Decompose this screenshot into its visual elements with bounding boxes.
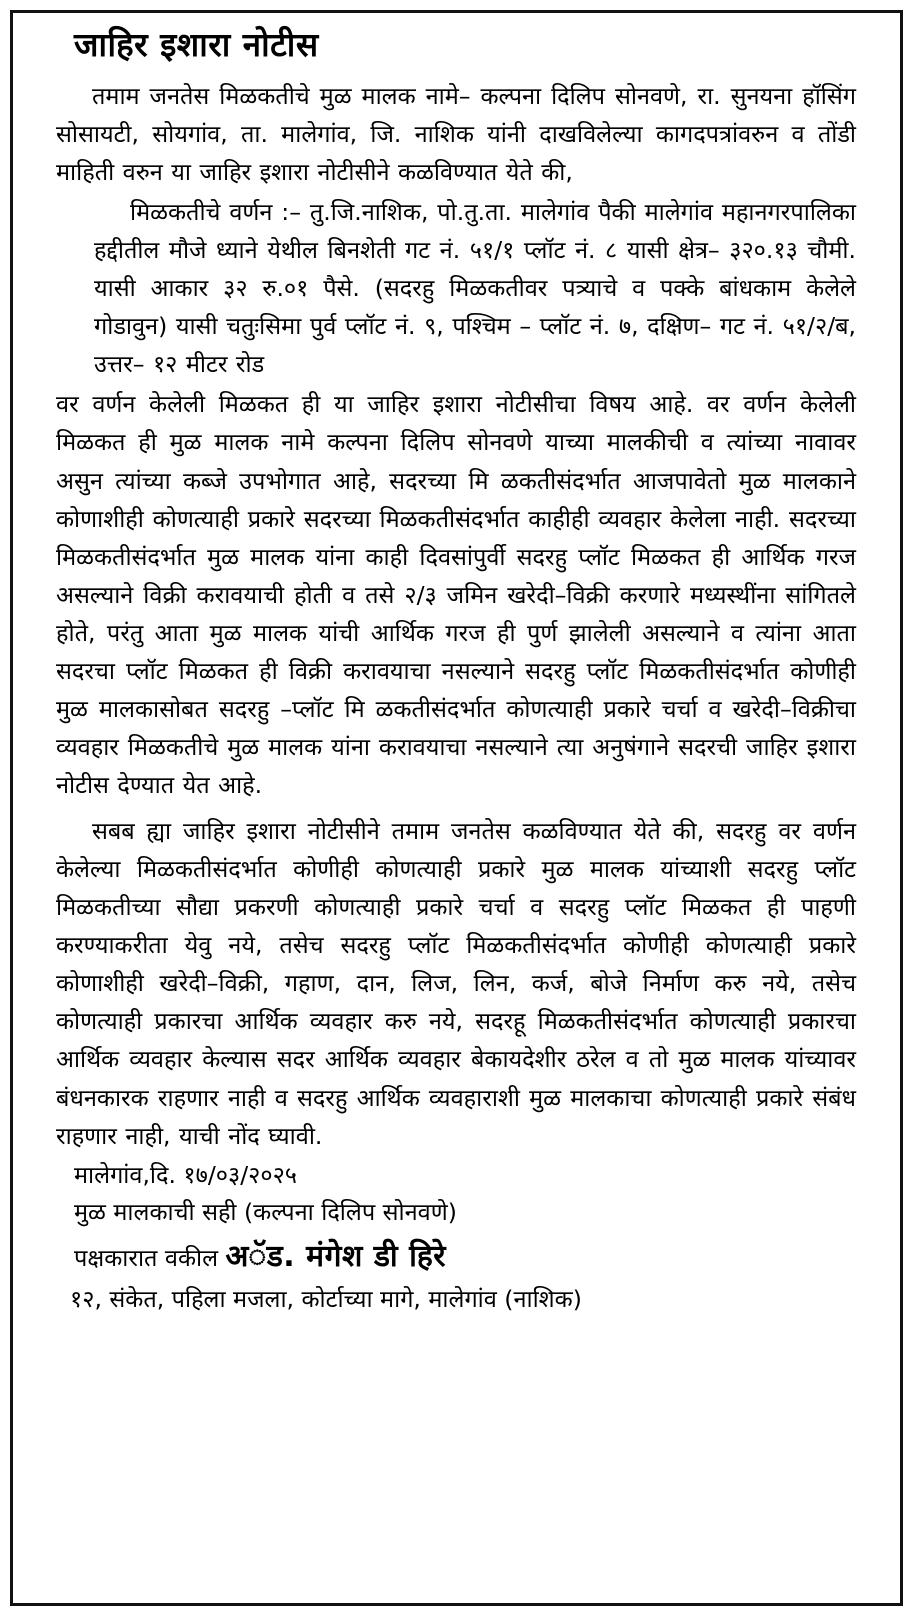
paragraph-warning: सबब ह्या जाहिर इशारा नोटीसीने तमाम जनतेस कळविण्यात येते की, सदरहु वर वर्णन केलेल्या मिळकतीसंदर्भात कोणीही कोणत्याही प्रकारे मुळ मालक यांच्याशी सदरहु प्लॉट मिळकतीच्या सौद्या प्रकरणी कोणत्याही प्रकारे चर्चा व सदरहु प्लॉट मिळकत ही पाहणी करण्याकरीता येवु नये, तसेच सदरहु प्लॉट मिळकतीसंदर्भात कोणीही कोणत्याही प्रकारे कोणाशीही खरेदी–विक्री, गहाण, दान, लिज, लिन, कर्ज, बोजे निर्माण करु नये, तसेच कोणत्याही प्रकारचा आर्थिक व्यवहार करु नये, सदरहू मिळकतीसंदर्भात कोणत्याही प्रकारचा आर्थिक व्यवहार केल्यास सदर आर्थिक व्यवहार बेकायदेशीर ठरेल व तो मुळ मालक यांच्यावर बंधनकारक राहणार नाही व सदरहु आर्थिक व्यवहाराशी मुळ मालकाचा कोणत्याही प्रकारे संबंध राहणार नाही, याची नोंद घ्यावी.	[56, 817, 856, 1150]
paragraph-property-description: मिळकतीचे वर्णन :– तु.जि.नाशिक, पो.तु.ता. मालेगांव पैकी मालेगांव महानगरपालिका हद्दीतील मौजे ध्याने येथील बिनशेती गट नं. ५१/१ प्लॉट नं. ८ यासी क्षेत्र– ३२०.१३ चौमी. यासी आकार ३२ रु.०१ पैसे. (सदरहु मिळकतीवर पत्र्याचे व पक्के बांधकाम केलेले गोडावुन) यासी चतुःसिमा पुर्व प्लॉट नं. ९, पश्चिम – प्लॉट नं. ७, दक्षिण– गट नं. ५१/२/ब, उत्तर– १२ मीटर रोड	[94, 198, 856, 379]
advocate-name: अॅड. मंगेश डी हिरे	[225, 1238, 447, 1274]
paragraph-ownership: वर वर्णन केलेली मिळकत ही या जाहिर इशारा नोटीसीचा विषय आहे. वर वर्णन केलेली मिळकत ही मुळ मालक नामे कल्पना दिलिप सोनवणे याच्या मालकीची व त्यांच्या नावावर असुन त्यांच्या कब्जे उपभोगात आहे, सदरच्या मि ळकतीसंदर्भात आजपावेतो मुळ मालकाने कोणाशीही कोणत्याही प्रकारे सदरच्या मिळकतीसंदर्भात काहीही व्यवहार केलेला नाही. सदरच्या मिळकतीसंदर्भात मुळ मालक यांना काही दिवसांपुर्वी सदरहु प्लॉट मिळकत ही आर्थिक गरज असल्याने विक्री करावयाची होती व तसे २/३ जमिन खरेदी–विक्री करणारे मध्यस्थींना सांगितले होते, परंतु आता मुळ मालक यांची आर्थिक गरज ही पुर्ण झालेली असल्याने व त्यांना आता सदरचा प्लॉट मिळकत ही विक्री करावयाचा नसल्याने सदरहु प्लॉट मिळकतीसंदर्भात कोणीही मुळ मालकासोबत सदरहु –प्लॉट मि ळकतीसंदर्भात कोणत्याही प्रकारे चर्चा व खरेदी–विक्रीचा व्यवहार मिळकतीचे मुळ मालक यांना करावयाचा नसल्याने त्या अनुषंगाने सदरची जाहिर इशारा नोटीस देण्यात येत आहे.	[56, 390, 856, 800]
advocate-line	[56, 1232, 856, 1282]
notice-content	[56, 24, 856, 1319]
owner-signature-line: मुळ मालकाची सही (कल्पना दिलिप सोनवणे)	[74, 1198, 457, 1227]
place-and-date: मालेगांव,दि. १७/०३/२०२५	[74, 1160, 298, 1189]
advocate-prefix-label: पक्षकारात वकील	[74, 1243, 219, 1272]
paragraph-intro: तमाम जनतेस मिळकतीचे मुळ मालक नामे– कल्पना दिलिप सोनवणे, रा. सुनयना हॉसिंग सोसायटी, सोयगांव, ता. मालेगांव, जि. नाशिक यांनी दाखविलेल्या कागदपत्रांवरुन व तोंडी माहिती वरुन या जाहिर इशारा नोटीसीने कळविण्यात येते की,	[56, 81, 856, 187]
page-title: जाहिर इशारा नोटीस	[74, 25, 319, 64]
advocate-address: १२, संकेत, पहिला मजला, कोर्टाच्या मागे, मालेगांव (नाशिक)	[70, 1285, 582, 1314]
